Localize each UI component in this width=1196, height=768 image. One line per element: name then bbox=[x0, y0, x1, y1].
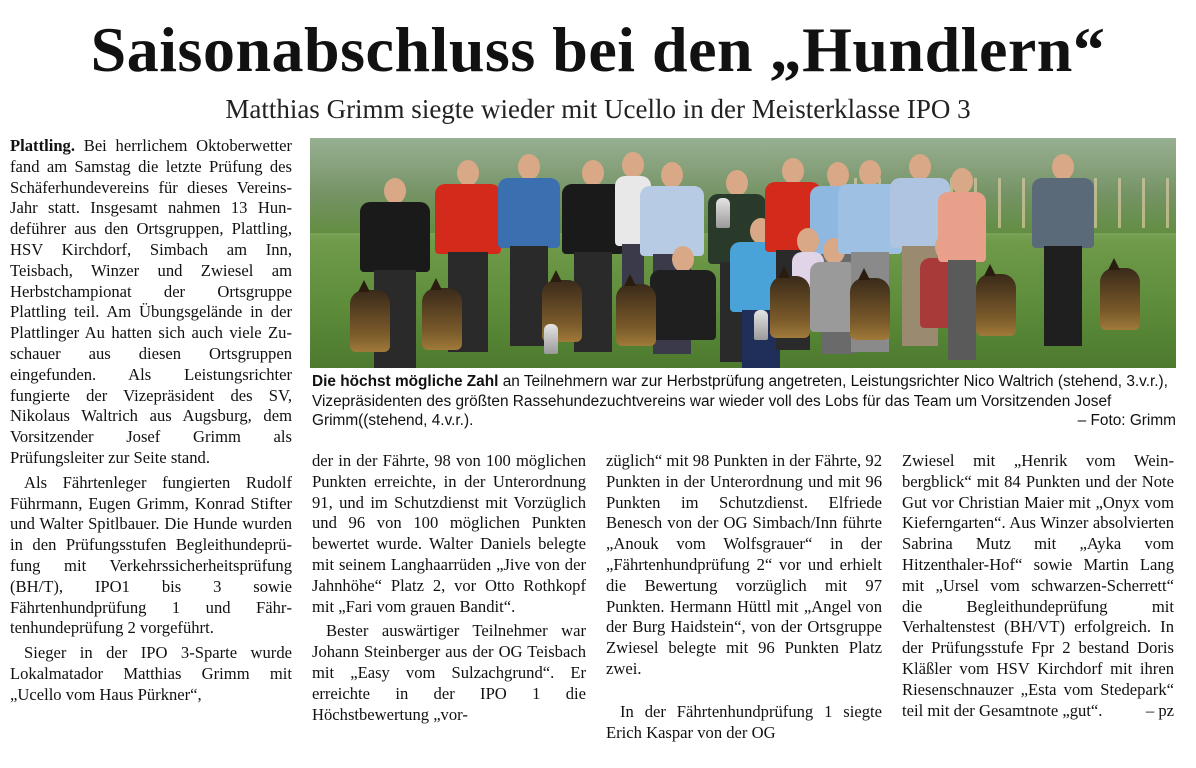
photo-dog bbox=[422, 288, 462, 350]
photo-caption bbox=[312, 372, 1176, 431]
photo-dog bbox=[850, 278, 890, 340]
team-photo bbox=[310, 138, 1176, 368]
photo-trophy bbox=[754, 310, 768, 340]
article-paragraph: Als Fährtenleger fungierten Rudolf Führmann, Eugen Grimm, Konrad Stifter und Walter Spitlbauer. Die Hunde wurden in den Prüfungsstufen Begleithundeprüfung mit Verkehrssicherheitsprüfung (BH/T), IPO1 bis 3 sowie Fährtenhundprüfung 1 und Fährtenhundeprüfung 2 vorgeführt. bbox=[10, 472, 292, 638]
photo-dog bbox=[770, 276, 810, 338]
article-paragraph: der in der Fährte, 98 von 100 möglichen Punkten erreichte, in der Unterordnung 91, und im Schutzdienst mit Vorzüglich und 96 von 100 möglichen Punkten bewertet wurde. Walter Daniels belegte mit seinem Langhaarrüden „Jive von der Jahnhöhe“ Platz 2, vor Otto Rothkopf mit „Fari vom grauen Bandit“. bbox=[312, 451, 586, 616]
headline: Saisonabschluss bei den „Hundlern“ bbox=[90, 14, 1106, 85]
photo-trophy bbox=[544, 324, 558, 354]
photo-dog bbox=[616, 284, 656, 346]
article-paragraph bbox=[10, 136, 292, 469]
photo-person bbox=[1032, 154, 1094, 354]
caption-text: an Teilnehmern war zur Herbstprüfung angetreten, Leistungsrichter Nico Waltrich (stehend, 3.v.r.), Vizepräsidenten des größten Rassehundezuchtvereins war wieder voll des Lobs für das Team um Vorsitzenden Josef Grimm((stehend, 4.v.r.). bbox=[312, 373, 1168, 429]
article-column-1 bbox=[10, 136, 292, 706]
article-paragraph: züglich“ mit 98 Punkten in der Fährte, 92 Punkten in der Unterordnung und mit 96 Punkten im Schutzdienst. Elfriede Benesch von der OG Simbach/Inn führte „Anouk vom Wolfsgrauer“ in der „Fährtenhundprüfung 2“ vor und erhielt die Bewertung vorzüglich mit 97 Punkten. Hermann Hüttl mit „Angel von der Burg Haidstein“, von der Ortsgruppe Zwiesel belegte mit 96 Punkten Platz zwei. bbox=[606, 451, 882, 678]
article-paragraph: In der Fährtenhundprüfung 1 siegte Erich Kaspar von der OG bbox=[606, 701, 882, 742]
article-paragraph bbox=[902, 451, 1174, 721]
paragraph-text: Zwiesel mit „Henrik vom Weinbergblick“ mit 84 Punkten und der Note Gut vor Christian Maier mit „Onyx vom Kieferngarten“. Aus Winzer absolvierten Sabrina Mutz mit „Ayka vom Hitzenthaler-Hof“ sowie Martin Lang mit „Ursel vom schwarzen-Scherrett“ die Begleithundeprüfung mit Verhaltenstest (BH/VT) erfolgreich. In der Prüfungsstufe Fpr 2 bestand Doris Kläßler vom HSV Kirchdorf mit ihren Riesenschnauzer „Esta vom Stedepark“ teil mit der Gesamtnote „gut“. bbox=[902, 451, 1174, 720]
article-column-4 bbox=[902, 451, 1174, 721]
photo-trophy bbox=[716, 198, 730, 228]
subheadline: Matthias Grimm siegte wieder mit Ucello in der Meisterklasse IPO 3 bbox=[225, 94, 971, 124]
article-column-2 bbox=[312, 451, 586, 725]
photo-dog bbox=[350, 290, 390, 352]
article-paragraph: Bester auswärtiger Teilnehmer war Johann Steinberger aus der OG Teisbach mit „Easy vom Sulzachgrund“. Er erreichte in der IPO 1 die Höchstbewertung „vor- bbox=[312, 621, 586, 724]
article-paragraph: Sieger in der IPO 3-Sparte wurde Lokalmatador Matthias Grimm mit „Ucello vom Haus Pürkner“, bbox=[10, 643, 292, 704]
caption-lead: Die höchst mögliche Zahl bbox=[312, 373, 499, 390]
author-tag: – pz bbox=[1145, 700, 1174, 720]
dateline: Plattling. bbox=[10, 136, 75, 155]
photo-dog bbox=[976, 274, 1016, 336]
photo-credit: – Foto: Grimm bbox=[1077, 412, 1176, 429]
photo-person bbox=[650, 246, 716, 366]
paragraph-text: Bei herrlichem Oktoberwetter fand am Samstag die letzte Prüfung des Schäferhundevereins für dieses Vereins-Jahr statt. Insgesamt nahmen 13 Hundeführer aus den Ortsgruppen, Plattling, HSV Kirchdorf, Simbach am Inn, Teisbach, Winzer und Zwiesel am Herbstchampionat der Ortsgruppe Plattling teil. Am Übungsgelände in der Plattlinger Au hatten sich auch viele Zuschauer aus diesen Ortsgruppen eingefunden. Als Leistungsrichter fungierte der Vizepräsident des SV, Nikolaus Waltrich aus Augsburg, dem Vorsitzender Josef Grimm als Prüfungsleiter zur Seite stand. bbox=[10, 136, 292, 467]
article-column-3 bbox=[606, 451, 882, 743]
photo-dog bbox=[1100, 268, 1140, 330]
